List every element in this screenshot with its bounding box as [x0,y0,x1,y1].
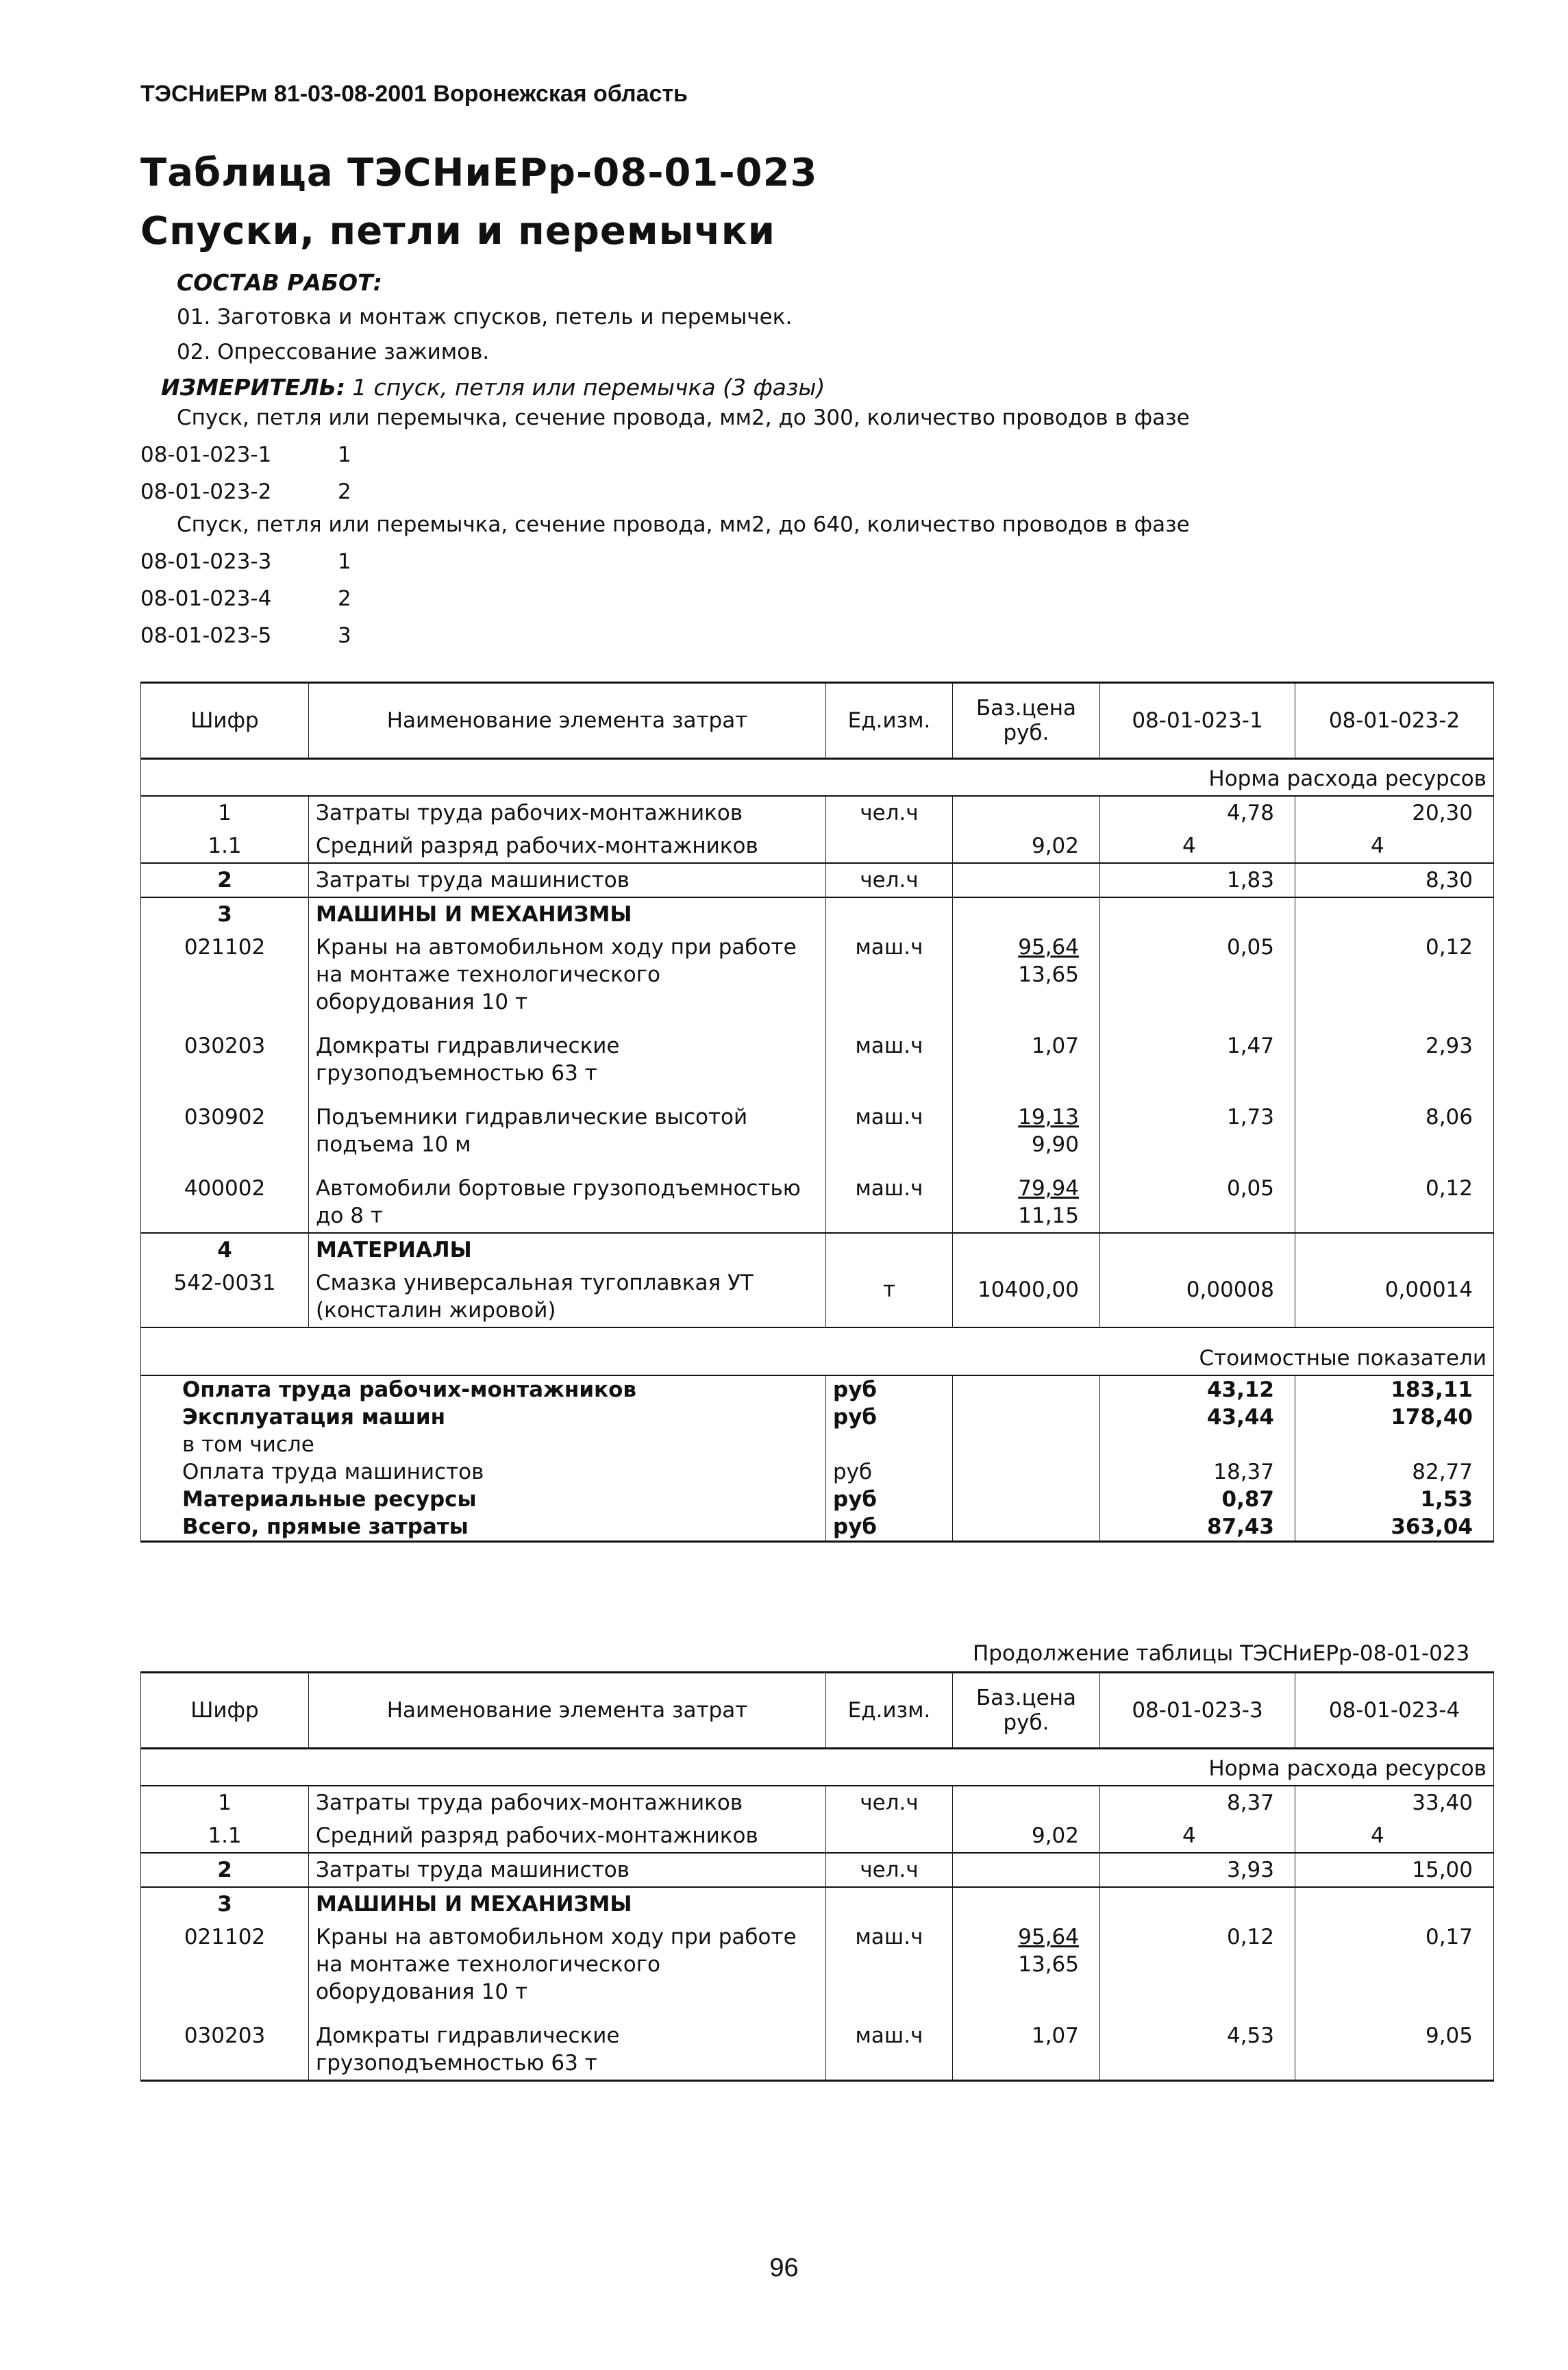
work-item: 02. Опрессование зажимов. [177,340,490,364]
section-row-machines: 3 МАШИНЫ И МЕХАНИЗМЫ [141,897,1494,931]
document-header: ТЭСНиЕРм 81-03-08-2001 Воронежская область [140,81,688,107]
col-header-b: 08-01-023-4 [1295,1673,1494,1749]
norm-label: Норма расхода ресурсов [141,1749,1494,1786]
col-header-name: Наименование элемента затрат [309,1673,826,1749]
sum-row: Оплата труда рабочих-монтажников руб 43,12 183,11 [141,1375,1494,1404]
col-header-code: Шифр [141,683,309,759]
section-row-materials: 4 МАТЕРИАЛЫ [141,1233,1494,1267]
table-row: 021102 Краны на автомобильном ходу при работе на монтаже технологического оборудования 10 т маш.ч 95,64 13,65 0,12 0,17 [141,1921,1494,2008]
table-subtitle: Спуски, петли и перемычки [140,209,775,253]
continuation-label: Продолжение таблицы ТЭСНиЕРр-08-01-023 [973,1641,1470,1666]
norm-section-row [141,759,1494,797]
measure-value: 1 спуск, петля или перемычка (3 фазы) [352,374,825,401]
cost-label: Стоимостные показатели [141,1327,1494,1375]
table-row: 030902 Подъемники гидравлические высотой подъема 10 м маш.ч 19,13 9,90 1,73 8,06 [141,1090,1494,1161]
resource-table-1 [140,682,1494,1543]
sum-row: в том числе [141,1431,1494,1458]
col-header-price: Баз.цена руб. [953,683,1100,759]
code: 08-01-023-5 [140,623,272,648]
code: 08-01-023-3 [140,549,272,574]
col-header-b: 08-01-023-2 [1295,683,1494,759]
table-title: Таблица ТЭСНиЕРр-08-01-023 [140,151,818,195]
work-composition-label: СОСТАВ РАБОТ: [177,269,382,296]
col-header-name: Наименование элемента затрат [309,683,826,759]
table-row: 030203 Домкраты гидравлические грузоподъемностью 63 т маш.ч 1,07 1,47 2,93 [141,1019,1494,1090]
group-description: Спуск, петля или перемычка, сечение провода, мм2, до 300, количество проводов в фазе [177,406,1190,430]
measure-line [161,374,825,401]
section-row-machines: 3 МАШИНЫ И МЕХАНИЗМЫ [141,1887,1494,1921]
norm-section-row [141,1749,1494,1786]
table-header-row [141,683,1494,759]
measure-label: ИЗМЕРИТЕЛЬ: [161,374,346,401]
cost-section-row [141,1327,1494,1375]
table-row: 2 Затраты труда машинистов чел.ч 3,93 15,00 [141,1853,1494,1887]
table-row: 1 Затраты труда рабочих-монтажников чел.ч 4,78 20,30 [141,796,1494,830]
sum-row: Материальные ресурсы руб 0,87 1,53 [141,1486,1494,1513]
table-row: 400002 Автомобили бортовые грузоподъемностью до 8 т маш.ч 79,94 11,15 0,05 0,12 [141,1161,1494,1233]
col-header-unit: Ед.изм. [826,1673,953,1749]
col-header-a: 08-01-023-1 [1100,683,1295,759]
col-header-price: Баз.цена руб. [953,1673,1100,1749]
col-header-a: 08-01-023-3 [1100,1673,1295,1749]
table-row: 542-0031 Смазка универсальная тугоплавкая УТ (консталин жировой) т 10400,00 0,00008 0,00014 [141,1267,1494,1327]
sum-row: Эксплуатация машин руб 43,44 178,40 [141,1404,1494,1431]
col-header-code: Шифр [141,1673,309,1749]
resource-table-2 [140,1671,1494,2082]
table-row: 1.1 Средний разряд рабочих-монтажников 9,02 4 4 [141,830,1494,863]
wire-count: 3 [338,623,351,648]
table-row: 1.1 Средний разряд рабочих-монтажников 9,02 4 4 [141,1819,1494,1853]
norm-label: Норма расхода ресурсов [141,759,1494,797]
work-item: 01. Заготовка и монтаж спусков, петель и перемычек. [177,305,793,329]
col-header-unit: Ед.изм. [826,683,953,759]
code: 08-01-023-2 [140,479,272,504]
table-row: 2 Затраты труда машинистов чел.ч 1,83 8,30 [141,863,1494,897]
wire-count: 1 [338,549,351,574]
table-row: 030203 Домкраты гидравлические грузоподъемностью 63 т маш.ч 1,07 4,53 9,05 [141,2008,1494,2081]
sum-row-total: Всего, прямые затраты руб 87,43 363,04 [141,1513,1494,1542]
table-header-row [141,1673,1494,1749]
table-row: 021102 Краны на автомобильном ходу при работе на монтаже технологического оборудования 10 т маш.ч 95,64 13,65 0,05 0,12 [141,931,1494,1019]
code: 08-01-023-4 [140,586,272,611]
wire-count: 1 [338,442,351,467]
table-row: 1 Затраты труда рабочих-монтажников чел.ч 8,37 33,40 [141,1786,1494,1819]
sum-row: Оплата труда машинистов руб 18,37 82,77 [141,1458,1494,1486]
code: 08-01-023-1 [140,442,272,467]
page-number: 96 [769,2254,799,2282]
group-description: Спуск, петля или перемычка, сечение провода, мм2, до 640, количество проводов в фазе [177,512,1190,537]
wire-count: 2 [338,479,351,504]
wire-count: 2 [338,586,351,611]
